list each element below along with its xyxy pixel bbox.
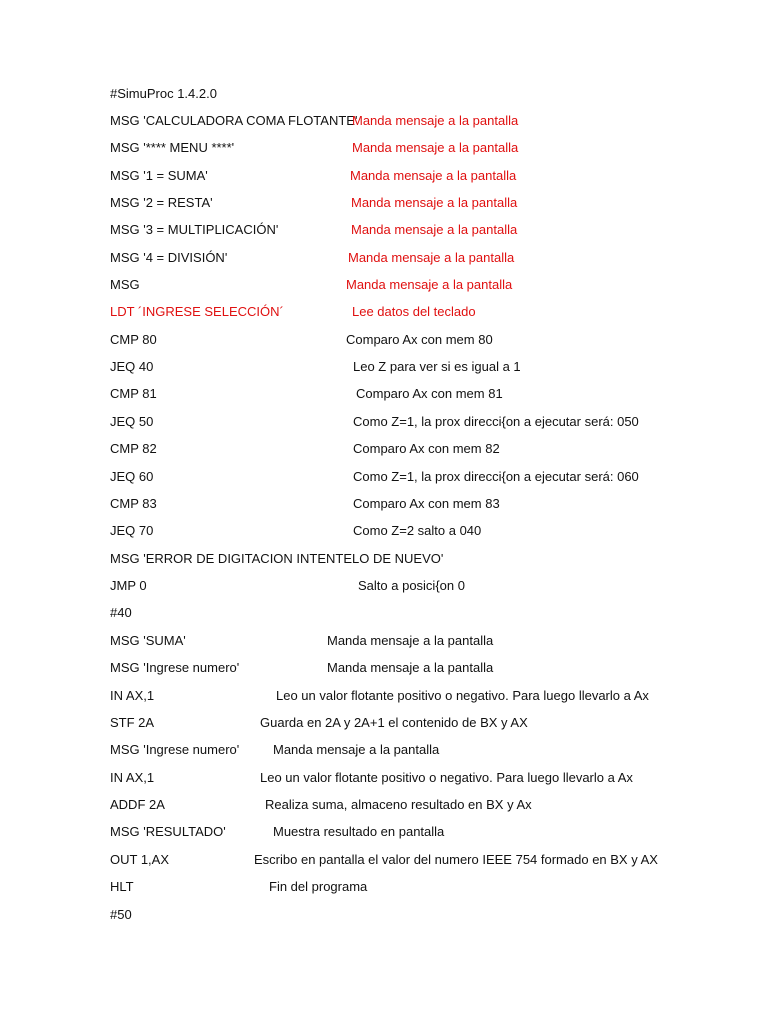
code-instruction: MSG 'RESULTADO' bbox=[110, 824, 226, 839]
code-comment: Manda mensaje a la pantalla bbox=[346, 277, 513, 292]
code-line bbox=[0, 905, 768, 925]
code-instruction: JEQ 50 bbox=[110, 414, 154, 429]
code-instruction: MSG bbox=[110, 277, 140, 292]
code-instruction: JMP 0 bbox=[110, 578, 147, 593]
code-comment: Leo un valor flotante positivo o negativo. Para luego llevarlo a Ax bbox=[276, 688, 649, 703]
code-line bbox=[0, 713, 768, 733]
code-comment: Manda mensaje a la pantalla bbox=[348, 250, 515, 265]
code-comment: Como Z=1, la prox direcci{on a ejecutar será: 050 bbox=[353, 414, 639, 429]
code-comment: Muestra resultado en pantalla bbox=[273, 824, 445, 839]
code-instruction: MSG '2 = RESTA' bbox=[110, 195, 213, 210]
code-instruction: CMP 82 bbox=[110, 441, 157, 456]
code-line bbox=[0, 302, 768, 322]
code-instruction: IN AX,1 bbox=[110, 770, 155, 785]
code-comment: Lee datos del teclado bbox=[352, 304, 476, 319]
code-line bbox=[0, 603, 768, 623]
code-instruction: JEQ 70 bbox=[110, 523, 154, 538]
code-instruction: #40 bbox=[110, 605, 132, 620]
code-instruction: MSG 'Ingrese numero' bbox=[110, 742, 240, 757]
code-comment: Manda mensaje a la pantalla bbox=[352, 140, 519, 155]
code-line bbox=[0, 275, 768, 295]
code-line bbox=[0, 658, 768, 678]
code-line bbox=[0, 877, 768, 897]
code-comment: Fin del programa bbox=[269, 879, 368, 894]
code-instruction: LDT ´INGRESE SELECCIÓN´ bbox=[110, 304, 284, 319]
code-comment: Como Z=2 salto a 040 bbox=[353, 523, 482, 538]
code-comment: Manda mensaje a la pantalla bbox=[273, 742, 440, 757]
code-instruction: MSG 'CALCULADORA COMA FLOTANTE' bbox=[110, 113, 358, 128]
code-line bbox=[0, 439, 768, 459]
code-comment: Manda mensaje a la pantalla bbox=[352, 113, 519, 128]
code-instruction: MSG '**** MENU ****' bbox=[110, 140, 235, 155]
code-instruction: MSG 'Ingrese numero' bbox=[110, 660, 240, 675]
code-comment: Comparo Ax con mem 83 bbox=[353, 496, 500, 511]
code-instruction: IN AX,1 bbox=[110, 688, 155, 703]
code-line bbox=[0, 850, 768, 870]
code-comment: Leo Z para ver si es igual a 1 bbox=[353, 359, 521, 374]
code-instruction: CMP 81 bbox=[110, 386, 157, 401]
code-line bbox=[0, 740, 768, 760]
code-instruction: MSG '1 = SUMA' bbox=[110, 168, 208, 183]
code-comment: Manda mensaje a la pantalla bbox=[351, 222, 518, 237]
code-line bbox=[0, 467, 768, 487]
code-line bbox=[0, 357, 768, 377]
code-line bbox=[0, 822, 768, 842]
code-instruction: MSG 'SUMA' bbox=[110, 633, 186, 648]
code-comment: Manda mensaje a la pantalla bbox=[350, 168, 517, 183]
code-instruction: STF 2A bbox=[110, 715, 155, 730]
code-instruction: CMP 83 bbox=[110, 496, 157, 511]
code-line bbox=[0, 248, 768, 268]
code-instruction: MSG '4 = DIVISIÓN' bbox=[110, 250, 228, 265]
code-instruction: JEQ 40 bbox=[110, 359, 154, 374]
code-line bbox=[0, 384, 768, 404]
doc-header: #SimuProc 1.4.2.0 bbox=[110, 86, 217, 101]
code-comment: Realiza suma, almaceno resultado en BX y Ax bbox=[265, 797, 532, 812]
code-comment: Guarda en 2A y 2A+1 el contenido de BX y AX bbox=[260, 715, 528, 730]
code-line bbox=[0, 576, 768, 596]
code-instruction: HLT bbox=[110, 879, 134, 894]
code-line bbox=[0, 795, 768, 815]
code-instruction: ADDF 2A bbox=[110, 797, 165, 812]
code-comment: Como Z=1, la prox direcci{on a ejecutar será: 060 bbox=[353, 469, 639, 484]
code-line bbox=[0, 111, 768, 131]
code-instruction: #50 bbox=[110, 907, 132, 922]
code-comment: Manda mensaje a la pantalla bbox=[327, 633, 494, 648]
doc-header-line bbox=[0, 84, 768, 104]
code-line bbox=[0, 494, 768, 514]
code-line bbox=[0, 220, 768, 240]
code-comment: Manda mensaje a la pantalla bbox=[351, 195, 518, 210]
code-line bbox=[0, 686, 768, 706]
code-instruction: OUT 1,AX bbox=[110, 852, 170, 867]
code-comment: Comparo Ax con mem 82 bbox=[353, 441, 500, 456]
code-instruction: MSG 'ERROR DE DIGITACION INTENTELO DE NUEVO' bbox=[110, 551, 444, 566]
code-comment: Manda mensaje a la pantalla bbox=[327, 660, 494, 675]
code-comment: Leo un valor flotante positivo o negativo. Para luego llevarlo a Ax bbox=[260, 770, 633, 785]
code-line bbox=[0, 549, 768, 569]
code-line bbox=[0, 412, 768, 432]
code-comment: Salto a posici{on 0 bbox=[358, 578, 465, 593]
code-comment: Comparo Ax con mem 80 bbox=[346, 332, 493, 347]
code-line bbox=[0, 631, 768, 651]
code-line bbox=[0, 330, 768, 350]
code-line bbox=[0, 193, 768, 213]
code-instruction: JEQ 60 bbox=[110, 469, 154, 484]
code-line bbox=[0, 521, 768, 541]
code-line bbox=[0, 166, 768, 186]
code-line bbox=[0, 768, 768, 788]
code-line bbox=[0, 138, 768, 158]
code-instruction: MSG '3 = MULTIPLICACIÓN' bbox=[110, 222, 279, 237]
code-comment: Comparo Ax con mem 81 bbox=[356, 386, 503, 401]
code-comment: Escribo en pantalla el valor del numero IEEE 754 formado en BX y AX bbox=[254, 852, 658, 867]
code-instruction: CMP 80 bbox=[110, 332, 157, 347]
